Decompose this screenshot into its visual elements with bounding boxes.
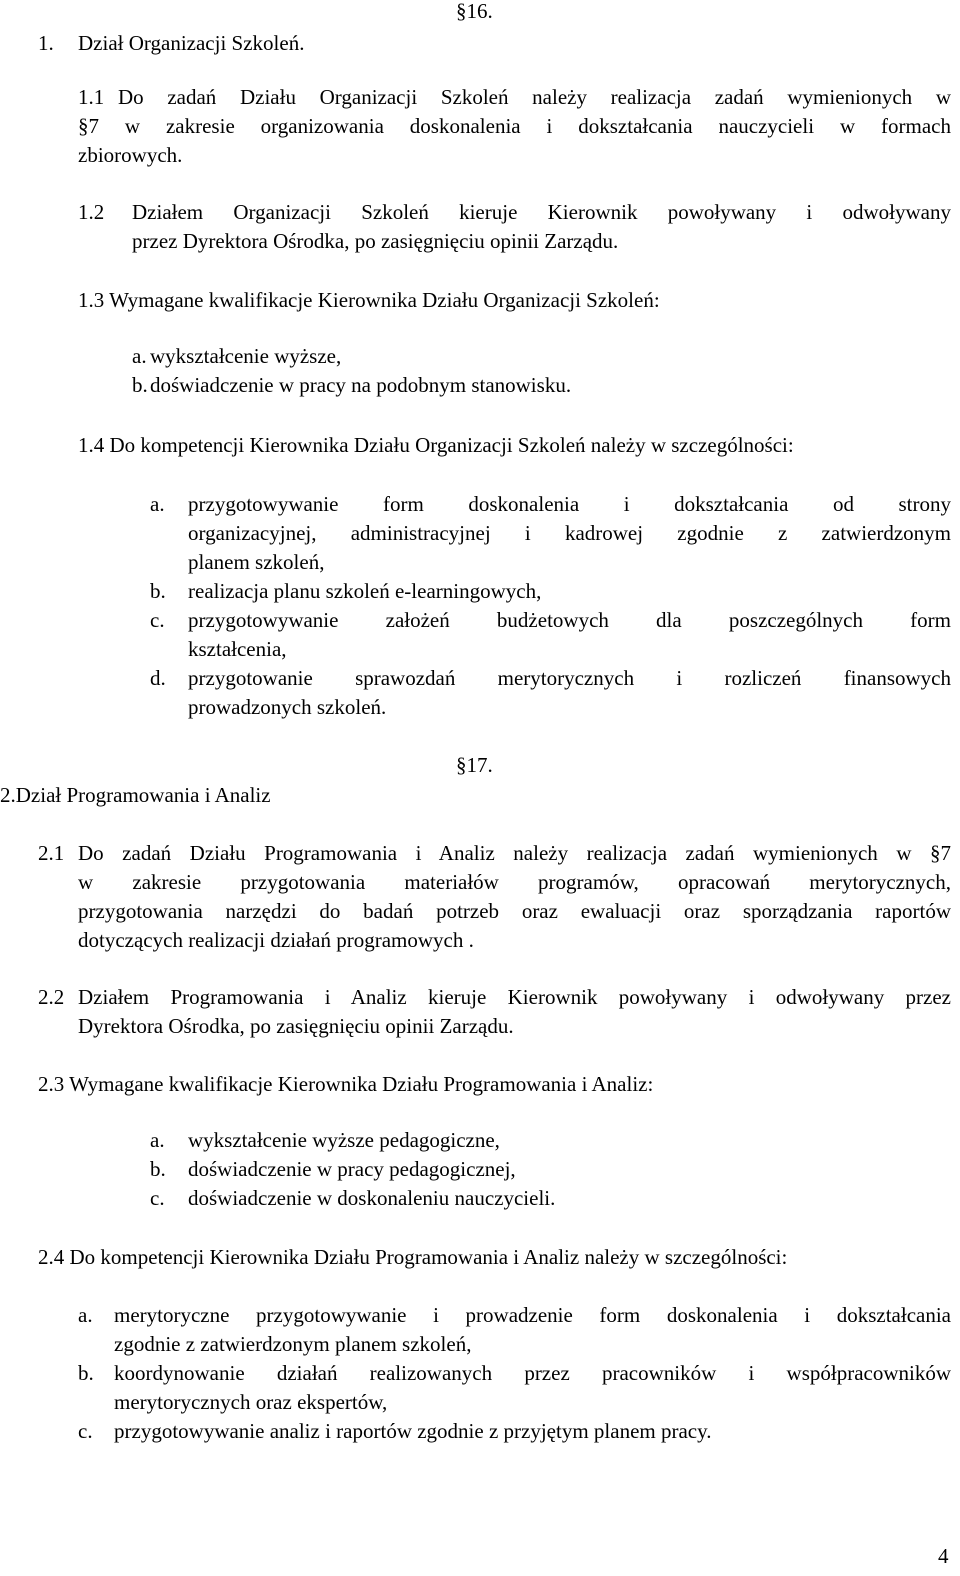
list-item-text: doświadczenie w doskonaleniu nauczycieli. bbox=[188, 1186, 556, 1210]
list-item-text: doświadczenie w pracy pedagogicznej, bbox=[188, 1157, 516, 1181]
list-item-letter: b. bbox=[150, 1157, 166, 1181]
list-item-letter: b. bbox=[132, 373, 148, 397]
paragraph-2-1-line-1: Do zadań Działu Programowania i Analiz należy realizacja zadań wymienionych w §7 bbox=[78, 841, 951, 865]
section-sign-16: §16. bbox=[456, 0, 493, 23]
list-item-letter: a. bbox=[150, 1128, 165, 1152]
heading-number-1: 1. bbox=[38, 31, 54, 55]
list-item-text: merytorycznych oraz ekspertów, bbox=[114, 1390, 388, 1414]
paragraph-1-1-line-2: §7 w zakresie organizowania doskonalenia i dokształcania nauczycieli w formach bbox=[78, 114, 951, 138]
paragraph-2-1-line-3: przygotowania narzędzi do badań potrzeb oraz ewaluacji oraz sporządzania raportów bbox=[78, 899, 951, 923]
list-item-text: planem szkoleń, bbox=[188, 550, 325, 574]
list-item-letter: c. bbox=[150, 608, 165, 632]
list-item-letter: c. bbox=[78, 1419, 93, 1443]
list-item-text: przygotowywanie form doskonalenia i dokształcania od strony bbox=[188, 492, 951, 516]
list-item-text: wykształcenie wyższe pedagogiczne, bbox=[188, 1128, 500, 1152]
list-item-text: przygotowywanie analiz i raportów zgodnie z przyjętym planem pracy. bbox=[114, 1419, 712, 1443]
list-item-letter: b. bbox=[150, 579, 166, 603]
list-item-text: wykształcenie wyższe, bbox=[150, 344, 342, 368]
list-item-letter: a. bbox=[132, 344, 147, 368]
list-item-text: doświadczenie w pracy na podobnym stanowisku. bbox=[150, 373, 572, 397]
list-item-text: zgodnie z zatwierdzonym planem szkoleń, bbox=[114, 1332, 472, 1356]
paragraph-2-2-line-1: Działem Programowania i Analiz kieruje Kierownik powoływany i odwoływany przez bbox=[78, 985, 951, 1009]
list-item-letter: c. bbox=[150, 1186, 165, 1210]
paragraph-1-3: 1.3 Wymagane kwalifikacje Kierownika Działu Organizacji Szkoleń: bbox=[78, 288, 660, 312]
paragraph-2-3: 2.3 Wymagane kwalifikacje Kierownika Działu Programowania i Analiz: bbox=[38, 1072, 654, 1096]
list-item-text: kształcenia, bbox=[188, 637, 287, 661]
section-heading-1: Dział Organizacji Szkoleń. bbox=[78, 31, 305, 55]
paragraph-1-2-line-2: przez Dyrektora Ośrodka, po zasięgnięciu opinii Zarządu. bbox=[132, 229, 619, 253]
paragraph-2-4: 2.4 Do kompetencji Kierownika Działu Programowania i Analiz należy w szczególności: bbox=[38, 1245, 788, 1269]
paragraph-number-2-2: 2.2 bbox=[38, 985, 65, 1009]
paragraph-1-1-line-1: Do zadań Działu Organizacji Szkoleń należy realizacja zadań wymienionych w bbox=[118, 85, 951, 109]
paragraph-number-1-2: 1.2 bbox=[78, 200, 105, 224]
list-item-letter: a. bbox=[78, 1303, 93, 1327]
page-number: 4 bbox=[938, 1544, 949, 1568]
paragraph-2-1-line-4: dotyczących realizacji działań programowych . bbox=[78, 928, 474, 952]
paragraph-number-1-1: 1.1 bbox=[78, 85, 105, 109]
paragraph-1-4: 1.4 Do kompetencji Kierownika Działu Organizacji Szkoleń należy w szczególności: bbox=[78, 433, 794, 457]
list-item-letter: b. bbox=[78, 1361, 94, 1385]
list-item-text: prowadzonych szkoleń. bbox=[188, 695, 387, 719]
list-item-text: organizacyjnej, administracyjnej i kadrowej zgodnie z zatwierdzonym bbox=[188, 521, 951, 545]
list-item-text: przygotowanie sprawozdań merytorycznych i rozliczeń finansowych bbox=[188, 666, 951, 690]
list-item-text: realizacja planu szkoleń e-learningowych, bbox=[188, 579, 542, 603]
list-item-text: przygotowywanie założeń budżetowych dla poszczególnych form bbox=[188, 608, 951, 632]
paragraph-number-2-1: 2.1 bbox=[38, 841, 65, 865]
list-item-text: koordynowanie działań realizowanych przez pracowników i współpracowników bbox=[114, 1361, 951, 1385]
paragraph-1-1-line-3: zbiorowych. bbox=[78, 143, 183, 167]
paragraph-2-1-line-2: w zakresie przygotowania materiałów programów, opracowań merytorycznych, bbox=[78, 870, 951, 894]
list-item-text: merytoryczne przygotowywanie i prowadzenie form doskonalenia i dokształcania bbox=[114, 1303, 951, 1327]
list-item-letter: d. bbox=[150, 666, 166, 690]
paragraph-2-2-line-2: Dyrektora Ośrodka, po zasięgnięciu opinii Zarządu. bbox=[78, 1014, 514, 1038]
section-heading-2: 2.Dział Programowania i Analiz bbox=[0, 783, 271, 807]
paragraph-1-2-line-1: Działem Organizacji Szkoleń kieruje Kierownik powoływany i odwoływany bbox=[132, 200, 951, 224]
section-sign-17: §17. bbox=[456, 753, 493, 777]
list-item-letter: a. bbox=[150, 492, 165, 516]
